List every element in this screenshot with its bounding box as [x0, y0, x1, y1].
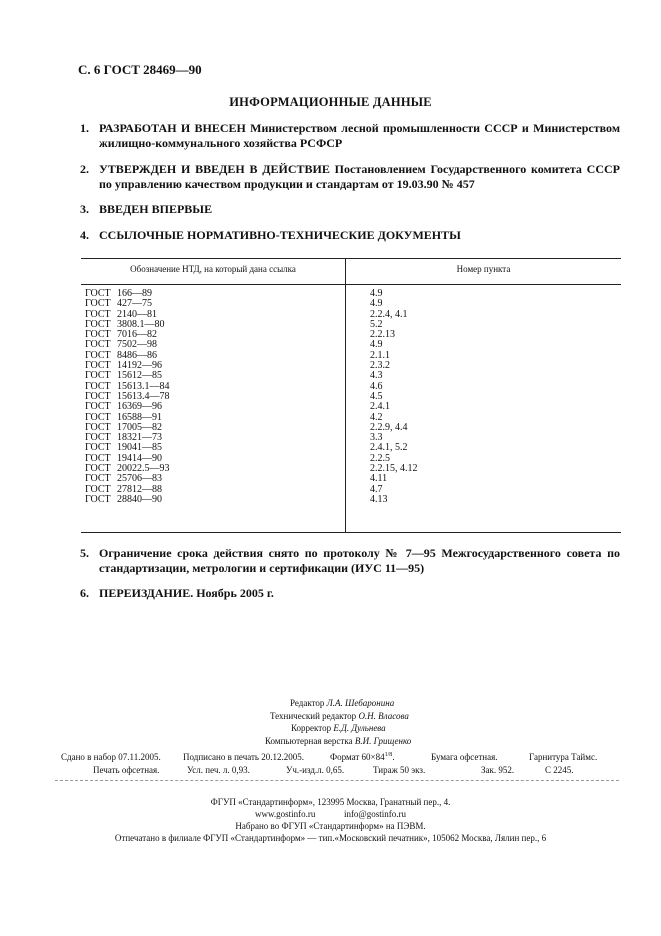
standard-number: 7016—82 — [117, 329, 157, 341]
standard-number: 16588—91 — [117, 411, 162, 423]
standard-number: 19041—85 — [117, 442, 162, 454]
clause-number: 4.2 — [370, 411, 383, 423]
clause-number: 2.2.5 — [370, 452, 390, 464]
table-row — [85, 433, 615, 443]
item-text: ВВЕДЕН ВПЕРВЫЕ — [99, 202, 213, 216]
table-row — [85, 464, 615, 474]
clause-number: 2.2.13 — [370, 329, 395, 341]
item-text: РАЗРАБОТАН И ВНЕСЕН Министерством лесной промышленности СССР и Министерством жилищно-коммунального хозяйства РСФСР — [99, 121, 620, 150]
standard-number: 166—89 — [117, 288, 152, 299]
page-title: ИНФОРМАЦИОННЫЕ ДАННЫЕ — [229, 95, 432, 109]
clause-number: 2.1.1 — [370, 349, 390, 361]
clause-number: 2.4.1, 5.2 — [370, 442, 408, 454]
info-item-1 — [80, 121, 620, 151]
standard-number: 25706—83 — [117, 473, 162, 485]
standard-number: 3808.1—80 — [117, 318, 165, 330]
footer-website: www.gostinfo.ru — [255, 809, 316, 819]
gost-label: ГОСТ — [85, 329, 111, 341]
gost-label: ГОСТ — [85, 452, 111, 464]
standard-number: 2140—81 — [117, 308, 157, 320]
table-row — [85, 289, 615, 299]
gost-label: ГОСТ — [85, 380, 111, 392]
standard-number: 20022.5—93 — [117, 463, 170, 475]
clause-number: 4.9 — [370, 288, 383, 299]
table-header-designation: Обозначение НТД, на который дана ссылка — [130, 264, 296, 274]
pub-run: Тираж 50 экз. — [373, 765, 426, 775]
table-row — [85, 402, 615, 412]
pub-print-type: Печать офсетная. — [93, 765, 160, 775]
pub-edit-sheets: Уч.-изд.л. 0,65. — [286, 765, 345, 775]
clause-number: 3.3 — [370, 432, 383, 444]
info-item-2 — [80, 162, 620, 192]
table-row — [85, 495, 615, 505]
info-item-3 — [80, 202, 620, 217]
credit-tech-editor: Технический редактор О.Н. Власова — [270, 710, 409, 721]
gost-label: ГОСТ — [85, 401, 111, 413]
gost-label: ГОСТ — [85, 493, 111, 505]
standard-number: 15613.1—84 — [117, 380, 170, 392]
clause-number: 4.9 — [370, 298, 383, 310]
pub-print-date: Подписано в печать 20.12.2005. — [183, 752, 305, 762]
gost-label: ГОСТ — [85, 288, 111, 299]
clause-number: 5.2 — [370, 318, 383, 330]
clause-number: 2.4.1 — [370, 401, 390, 413]
gost-label: ГОСТ — [85, 411, 111, 423]
credit-corrector: Корректор Е.Д. Дульнева — [291, 723, 386, 733]
table-top-rule — [81, 258, 621, 259]
pub-font: Гарнитура Таймс. — [529, 752, 598, 762]
table-row — [85, 351, 615, 361]
references-table — [81, 258, 621, 532]
standard-number: 14192—96 — [117, 360, 162, 372]
item-number: 5. — [80, 546, 89, 560]
gost-label: ГОСТ — [85, 360, 111, 372]
clause-number: 4.5 — [370, 390, 383, 402]
footer-publisher: ФГУП «Стандартинформ», 123995 Москва, Гранатный пер., 4. — [210, 797, 451, 807]
footer-printed: Отпечатано в филиале ФГУП «Стандартинформ» — тип.«Московский печатник», 105062 Москва, Лялин пер., 6 — [114, 833, 547, 843]
item-number: 1. — [80, 121, 89, 135]
gost-label: ГОСТ — [85, 390, 111, 402]
clause-number: 4.9 — [370, 339, 383, 351]
table-row — [85, 474, 615, 484]
pub-sheets: Усл. печ. л. 0,93. — [187, 765, 250, 775]
standard-number: 27812—88 — [117, 483, 162, 495]
gost-label: ГОСТ — [85, 370, 111, 382]
pub-order: Зак. 952. — [481, 765, 515, 775]
gost-label: ГОСТ — [85, 473, 111, 485]
info-item-5 — [80, 546, 620, 576]
standard-number: 28840—90 — [117, 493, 162, 505]
item-number: 4. — [80, 228, 89, 242]
table-column-divider — [345, 258, 346, 284]
table-bottom-rule — [81, 532, 621, 533]
pub-typeset-date: Сдано в набор 07.11.2005. — [61, 752, 161, 762]
gost-label: ГОСТ — [85, 463, 111, 475]
gost-label: ГОСТ — [85, 298, 111, 310]
table-row — [85, 361, 615, 371]
clause-number: 4.6 — [370, 380, 383, 392]
table-row — [85, 299, 615, 309]
gost-label: ГОСТ — [85, 318, 111, 330]
gost-label: ГОСТ — [85, 349, 111, 361]
gost-label: ГОСТ — [85, 432, 111, 444]
table-row — [85, 310, 615, 320]
table-body — [85, 289, 615, 505]
clause-number: 2.2.4, 4.1 — [370, 308, 408, 320]
footer-email: info@gostinfo.ru — [343, 809, 406, 819]
table-row — [85, 443, 615, 453]
table-header-rule — [81, 284, 621, 285]
credit-layout: Компьютерная верстка В.И. Грищенко — [265, 735, 412, 746]
clause-number: 2.3.2 — [370, 360, 390, 372]
table-row — [85, 485, 615, 495]
standard-number: 15612—85 — [117, 370, 162, 382]
pub-format: Формат $60\times 84^{1/8}$. — [330, 752, 395, 762]
gost-label: ГОСТ — [85, 421, 111, 433]
table-header-clause: Номер пункта — [456, 264, 511, 274]
item-number: 3. — [80, 202, 89, 216]
clause-number: 4.13 — [370, 493, 388, 505]
standard-number: 17005—82 — [117, 421, 162, 433]
table-row — [85, 392, 615, 402]
page-header: С. 6 ГОСТ 28469—90 — [78, 62, 202, 77]
dashed-divider — [55, 780, 619, 781]
standard-number: 7502—98 — [117, 339, 157, 351]
clause-number: 2.2.9, 4.4 — [370, 421, 408, 433]
pub-paper: Бумага офсетная. — [431, 752, 498, 762]
item-number: 2. — [80, 162, 89, 176]
info-item-4 — [80, 228, 620, 243]
clause-number: 4.11 — [370, 473, 388, 485]
credit-editor: Редактор Л.А. Шебаронина — [290, 698, 395, 708]
gost-label: ГОСТ — [85, 308, 111, 320]
item-text: ССЫЛОЧНЫЕ НОРМАТИВНО-ТЕХНИЧЕСКИЕ ДОКУМЕНТЫ — [99, 228, 461, 242]
standard-number: 19414—90 — [117, 452, 162, 464]
footer-typeset: Набрано во ФГУП «Стандартинформ» на ПЭВМ. — [235, 821, 426, 831]
item-text: Ограничение срока действия снято по протоколу № 7—95 Межгосударственного совета по стандартизации, метрологии и сертификации (ИУС 11—95) — [99, 546, 620, 575]
table-row — [85, 423, 615, 433]
standard-number: 427—75 — [117, 298, 152, 310]
clause-number: 4.7 — [370, 483, 383, 495]
gost-label: ГОСТ — [85, 442, 111, 454]
table-row — [85, 320, 615, 330]
item-text: ПЕРЕИЗДАНИЕ. Ноябрь 2005 г. — [99, 586, 274, 600]
item-number: 6. — [80, 586, 89, 600]
table-row — [85, 330, 615, 340]
info-item-6 — [80, 586, 620, 601]
gost-label: ГОСТ — [85, 339, 111, 351]
footer-contacts — [0, 809, 661, 819]
standard-number: 15613.4—78 — [117, 390, 170, 402]
table-row — [85, 340, 615, 350]
standard-number: 16369—96 — [117, 401, 162, 413]
clause-number: 2.2.15, 4.12 — [370, 463, 418, 475]
clause-number: 4.3 — [370, 370, 383, 382]
pub-code: С 2245. — [545, 765, 574, 775]
gost-label: ГОСТ — [85, 483, 111, 495]
standard-number: 8486—86 — [117, 349, 157, 361]
item-text: УТВЕРЖДЕН И ВВЕДЕН В ДЕЙСТВИЕ Постановлением Государственного комитета СССР по управлению качеством продукции и стандартам от 19.03.90 № 457 — [99, 162, 620, 191]
table-row — [85, 413, 615, 423]
standard-number: 18321—73 — [117, 432, 162, 444]
